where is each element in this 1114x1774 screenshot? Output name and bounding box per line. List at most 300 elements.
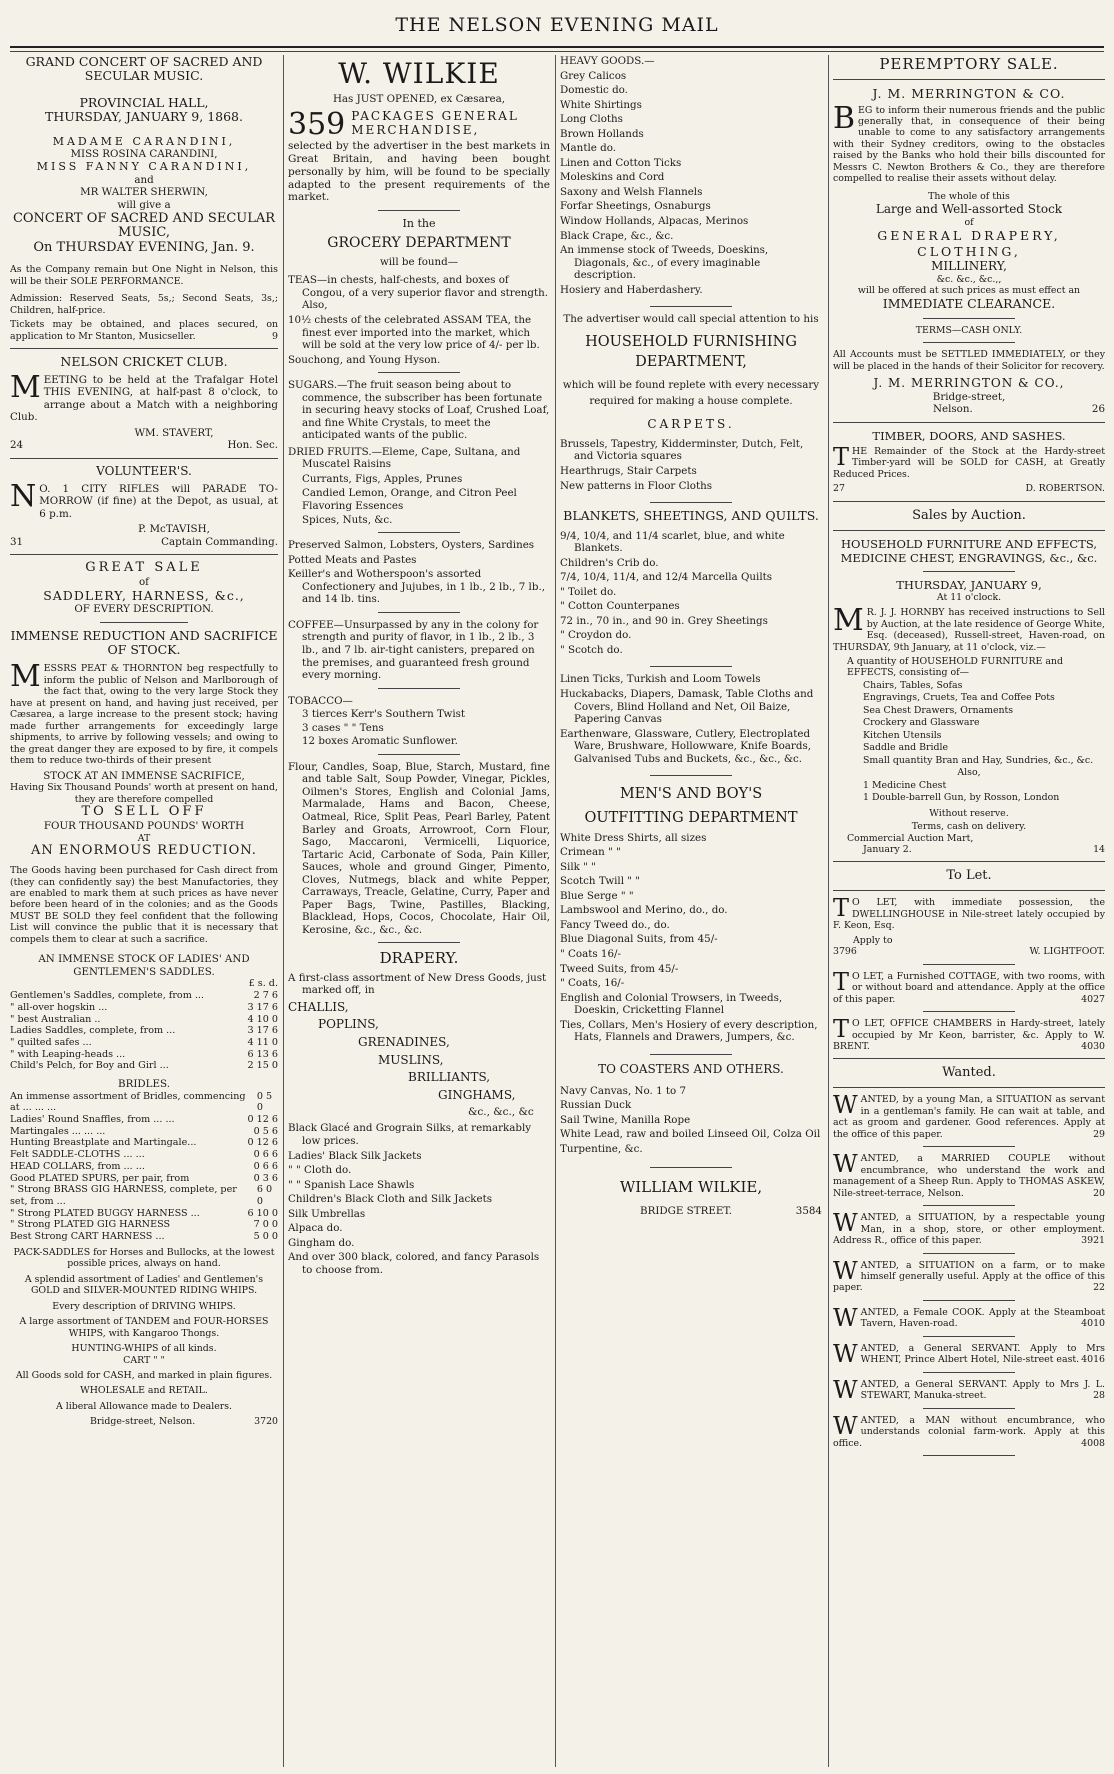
cricket-notice: MEETING to be held at the Trafalgar Hotel THIS EVENING, at half-past 8 o'clock, to arrange about a Match with a neighboring Club. — [10, 369, 278, 424]
sale-tandem: A large assortment of TANDEM and FOUR-HORSES WHIPS, with Kangaroo Thongs. — [19, 1316, 269, 1339]
tobacco-list — [288, 708, 550, 748]
column-divider — [828, 55, 829, 1767]
wilkie-packages: 359 PACKAGES GENERAL MERCHANDISE, — [288, 106, 519, 142]
volunteers-title: VOLUNTEER'S. — [96, 463, 192, 478]
list-item: Russian Duck — [560, 1099, 632, 1112]
list-item: Blue Diagonal Suits, from 45/- — [560, 933, 718, 946]
coasters-heading: TO COASTERS AND OTHERS. — [598, 1061, 784, 1076]
price-item: " all-over hogskin ... — [10, 1001, 108, 1013]
price-item: " Strong PLATED GIG HARNESS — [10, 1219, 171, 1231]
price-value: 4 11 0 — [247, 1036, 278, 1048]
wanted-list — [833, 1091, 1105, 1456]
wilkie-name: W. WILKIE — [338, 57, 500, 90]
peremptory-heading: PEREMPTORY SALE. — [879, 55, 1059, 73]
list-item: " Cotton Counterpanes — [560, 600, 680, 613]
list-item: 3 tierces Kerr's Southern Twist — [302, 708, 466, 721]
price-item: Felt SADDLE-CLOTHS ... ... — [10, 1149, 145, 1161]
list-item: Crimean " " — [560, 846, 621, 859]
performer: MR WALTER SHERWIN, — [80, 186, 208, 199]
sale-allowance: A liberal Allowance made to Dealers. — [55, 1400, 233, 1412]
wilkie-opened: Has JUST OPENED, ex Cæsarea, — [332, 93, 506, 106]
drop-cap: W — [833, 1091, 858, 1120]
list-item: 9/4, 10/4, and 11/4 scarlet, blue, and white Blankets. — [560, 529, 785, 555]
price-value: 0 12 6 — [247, 1114, 278, 1126]
list-item: Keiller's and Wotherspoon's assorted Confectionery and Jujubes, in 1 lb., 2 lb., 7 lb., and 14 lb. tins. — [288, 568, 545, 606]
price-row — [10, 1173, 278, 1185]
drapery-silks: Black Glacé and Grograin Silks, at remarkably low prices. — [288, 1122, 532, 1147]
list-item: Hosiery and Haberdashery. — [560, 283, 703, 296]
price-value: 0 5 6 — [253, 1125, 278, 1137]
wanted-text: ANTED, a SITUATION, by a respectable young Man, in a shop, store, or other employment. Address R., office of this paper. — [833, 1212, 1105, 1247]
price-item: Ladies Saddles, complete, from ... — [10, 1025, 176, 1037]
drop-cap: W — [833, 1150, 858, 1179]
merrington-millinery: MILLINERY, — [931, 258, 1007, 273]
wanted-ad — [833, 1256, 1105, 1294]
grocery-found: will be found— — [379, 255, 459, 268]
merrington-of: of — [964, 216, 974, 228]
price-row — [10, 1037, 278, 1049]
wanted-ad — [833, 1303, 1105, 1332]
price-item: Martingales ... ... ... — [10, 1125, 106, 1137]
list-item: Brown Hollands — [560, 127, 644, 140]
list-item: Lambswool and Merino, do., do. — [560, 904, 728, 917]
sale-hunting: HUNTING-WHIPS of all kinds. — [71, 1343, 217, 1355]
list-item: " Scotch do. — [560, 643, 623, 656]
price-item: Best Strong CART HARNESS ... — [10, 1231, 165, 1243]
household-heading: HOUSEHOLD FURNISHING DEPARTMENT, — [585, 333, 797, 371]
sale-having: Having Six Thousand Pounds' worth at present on hand, they are therefore compelled — [10, 782, 278, 805]
price-value: 3 17 6 — [247, 1001, 278, 1013]
list-item: Navy Canvas, No. 1 to 7 — [560, 1084, 687, 1097]
wanted-ad — [833, 1209, 1105, 1247]
drop-cap: W — [833, 1209, 858, 1238]
household-replete: which will be found replete with every necessary required for making a house complete. — [562, 379, 820, 407]
drop-cap: W — [833, 1411, 858, 1440]
list-item: " " Spanish Lace Shawls — [288, 1178, 415, 1191]
list-item: Sea Chest Drawers, Ornaments — [863, 704, 1014, 716]
fabric-item: MUSLINS, — [378, 1052, 444, 1067]
sale-wholesale: WHOLESALE and RETAIL. — [80, 1385, 208, 1397]
bridle-price-list — [10, 1091, 278, 1243]
tolet-heading: To Let. — [946, 868, 992, 884]
grocery-heading: GROCERY DEPARTMENT — [327, 234, 511, 251]
wanted-num: 29 — [1093, 1128, 1105, 1140]
performer: MISS ROSINA CARANDINI, — [70, 147, 218, 160]
price-row — [10, 1025, 278, 1037]
wanted-ad — [833, 1091, 1105, 1140]
price-item: Gentlemen's Saddles, complete, from ... — [10, 990, 205, 1002]
list-item: Linen Ticks, Turkish and Loom Towels — [560, 673, 761, 686]
auction-quantity: A quantity of HOUSEHOLD FURNITURE and EFFECTS, consisting of— — [847, 655, 1063, 679]
sale-whips: A splendid assortment of Ladies' and Gentlemen's GOLD and SILVER-MOUNTED RIDING WHIPS. — [24, 1273, 264, 1297]
volunteers-footer: 31 Captain Commanding. — [10, 535, 278, 548]
concert-title: GRAND CONCERT OF SACRED AND SECULAR MUSIC. — [25, 55, 263, 84]
sale-at: AT — [137, 832, 151, 844]
auction-footer: January 2. 14 — [863, 844, 1105, 855]
list-item: English and Colonial Trowsers, in Tweeds, Doeskin, Cricketting Flannel — [560, 991, 783, 1017]
price-item: " best Australian .. — [10, 1013, 101, 1025]
grocery-flour: Flour, Candles, Soap, Blue, Starch, Mustard, fine and table Salt, Soup Powder, Vinegar, Pickles, Oilmen's Stores, English and Colonial Jams, Marmalade, Hams and Bacon, Cheese, Oatmeal, Rice, Split Peas, Pearl Barley, Patent Barley and Groats, Arrowroot, Corn Flour, Sago, Maccaroni, Vermicelli, Liquorice, Tartaric Acid, Carbonate of Soda, Pain Killer, Sauces, whole and ground Ginger, Pimento, Cloves, Nutmegs, black and white Pepper, Carraways, Treacle, Gelatine, Curry, Paper and Paper Bags, Twine, Pastilles, Blacking, Blacklead, Hops, Cocos, Chocolate, Hair Oil, Kerosine, &c., &c., &c. — [288, 760, 550, 936]
tolet-1-apply: Apply to — [853, 934, 893, 946]
price-row — [10, 1231, 278, 1243]
sale-desc: OF EVERY DESCRIPTION. — [74, 603, 214, 616]
concert-note: As the Company remain but One Night in Nelson, this will be their SOLE PERFORMANCE. — [10, 264, 278, 287]
price-value: 0 5 0 — [256, 1090, 273, 1114]
wanted-num: 3921 — [1081, 1235, 1105, 1247]
list-item: Currants, Figs, Apples, Prunes — [302, 472, 463, 485]
price-value: 7 0 0 — [253, 1219, 278, 1231]
saddle-price-list: £ s. d. Gentlemen's Saddles, complete, from ... 2 7 6 " all-over hogskin ... 3 17 6 " best Australian .. 4 10 0 Ladies Saddles, complete, from ... 3 17 6 " quilted safes ... 4 11 0 " with Leaping-heads ... 6 13 6 Child's Pelch, for Boy and Girl ... 2 15 0 — [10, 978, 278, 1072]
sale-stock: AN IMMENSE STOCK OF LADIES' AND GENTLEMEN'S SADDLES. — [38, 953, 250, 978]
price-value: 2 7 6 — [253, 990, 278, 1002]
price-value: 4 10 0 — [247, 1013, 278, 1025]
wanted-text: ANTED, a SITUATION on a farm, or to make himself generally useful. Apply at the office of this paper. — [833, 1259, 1105, 1294]
list-item: Saxony and Welsh Flannels — [560, 185, 703, 198]
column-2 — [288, 55, 550, 1770]
list-item: Domestic do. — [560, 84, 628, 97]
list-item: Spices, Nuts, &c. — [302, 513, 393, 526]
merrington-large: Large and Well-assorted Stock — [875, 202, 1063, 217]
carpet-list — [560, 438, 822, 492]
list-item: Flavoring Essences — [302, 500, 404, 513]
outfit-list — [560, 832, 822, 1044]
list-item: Turpentine, &c. — [560, 1142, 643, 1155]
price-row — [10, 1149, 278, 1161]
fabric-item: BRILLIANTS, — [408, 1070, 491, 1085]
price-item: " with Leaping-heads ... — [10, 1048, 126, 1060]
list-item: 72 in., 70 in., and 90 in. Grey Sheetings — [560, 614, 768, 627]
drop-cap: W — [833, 1256, 858, 1285]
wanted-ad — [833, 1150, 1105, 1199]
list-item: Mantle do. — [560, 142, 616, 155]
drop-cap: W — [833, 1375, 858, 1404]
list-item: Sail Twine, Manilla Rope — [560, 1113, 691, 1126]
volunteers-notice: N O. 1 CITY RIFLES will PARADE TO-MORROW (if fine) at the Depot, as usual, at 6 p.m. — [10, 478, 278, 520]
grocery-sugars: SUGARS.—The fruit season being about to commence, the subscriber has been fortunate in securing heavy stocks of Loaf, Crushed Loaf, and fine White Crystals, to meet the anticipated wants of the public. — [288, 379, 550, 442]
list-item: Black Crape, &c., &c. — [560, 229, 674, 242]
wanted-text: ANTED, a MAN without encumbrance, who understands colonial farm-work. Apply at this office. — [833, 1414, 1105, 1449]
price-item: An immense assortment of Bridles, commencing at ... ... ... — [10, 1090, 246, 1114]
wanted-heading: Wanted. — [942, 1065, 996, 1081]
list-item: Ties, Collars, Men's Hosiery of every description, Hats, Flannels and Drawers, Jumpers, &c. — [560, 1018, 818, 1044]
sale-goods: The Goods having been purchased for Cash direct from (they can confidently say) the best Manufactories, they are enabled to mark them at such prices as have never before been heard of in the colonies; and as the Goods MUST BE SOLD they feel confident that the following List will convince the public that it is necessary that compels them to clear at such a sacrifice. — [10, 865, 278, 945]
merrington-body: BEG to inform their numerous friends and the public generally that, in consequence of their being unable to come to any satisfactory arrangements with their Sydney creditors, owing to the obstacles raised by the Banks who hold their bills discounted for Messrs C. Newton Brothers & Co., they are therefore compelled to realise their assets without delay. — [833, 100, 1105, 185]
price-value: 0 6 6 — [253, 1160, 278, 1172]
carpets-heading: CARPETS. — [647, 417, 735, 432]
tolet-2: T O LET, a Furnished COTTAGE, with two rooms, with or without board and attendance. Apply at the office of this paper. 4027 — [833, 967, 1105, 1005]
wanted-text: ANTED, a General SERVANT. Apply to Mrs J. L. STEWART, Manuka-street. — [860, 1378, 1105, 1402]
drapery-firstclass: A first-class assortment of New Dress Goods, just marked off, in — [288, 971, 547, 997]
price-value: 6 13 6 — [247, 1048, 278, 1060]
merrington-terms: TERMS—CASH ONLY. — [915, 324, 1023, 336]
drapery-list — [288, 1150, 550, 1277]
price-item: Child's Pelch, for Boy and Girl ... — [10, 1060, 169, 1072]
wanted-ad — [833, 1375, 1105, 1404]
outfitting-heading: OUTFITTING DEPARTMENT — [584, 809, 798, 826]
concert-give: will give a — [117, 198, 171, 211]
list-item: Huckabacks, Diapers, Damask, Table Cloths and Covers, Blind Holland and Net, Oil Baize, Papering Canvas — [560, 687, 814, 726]
wanted-num: 20 — [1093, 1187, 1105, 1199]
auction-time: At 11 o'clock. — [936, 591, 1002, 603]
list-item: Window Hollands, Alpacas, Merinos — [560, 215, 749, 228]
column-3 — [560, 55, 822, 1770]
preserved-list — [288, 539, 550, 606]
price-item: HEAD COLLARS, from ... ... — [10, 1160, 145, 1172]
list-item: 1 Double-barrell Gun, by Rosson, London — [863, 792, 1060, 804]
list-item: Moleskins and Cord — [560, 171, 665, 184]
sale-pack: PACK-SADDLES for Horses and Bullocks, at the lowest possible prices, always on hand. — [13, 1246, 275, 1270]
wanted-text: ANTED, a General SERVANT. Apply to Mrs WHENT, Prince Albert Hotel, Nile-street east. — [860, 1342, 1105, 1366]
merrington-heading: J. M. MERRINGTON & CO. — [872, 86, 1066, 102]
auction-also-list — [833, 780, 1105, 804]
price-row — [10, 1184, 278, 1207]
merrington-whole: The whole of this — [928, 190, 1010, 202]
concert-venue: PROVINCIAL HALL, — [79, 94, 209, 110]
list-item: Scotch Twill " " — [560, 875, 641, 888]
wilkie-selected: selected by the advertiser in the best markets in Great Britain, and having been bought personally by him, will be found to be specially adapted to the present requirements of the market. — [288, 140, 550, 204]
wanted-tail: Apply to THOMAS ASKEW, Nile-street-terrace, Nelson. — [833, 1176, 1105, 1199]
price-item: Hunting Breastplate and Martingale... — [10, 1137, 197, 1149]
list-item: 1 Medicine Chest — [863, 779, 947, 791]
masthead: THE NELSON EVENING MAIL — [395, 14, 719, 36]
auction-cash: Terms, cash on delivery. — [911, 821, 1027, 833]
auction-also: Also, — [957, 767, 981, 779]
timber-body: THE Remainder of the Stock at the Hardy-street Timber-yard will be SOLD for CASH, at Greatly Reduced Prices. — [833, 442, 1105, 480]
list-item: White Lead, raw and boiled Linseed Oil, Colza Oil — [560, 1128, 821, 1141]
sale-tosell: TO SELL OFF — [81, 804, 207, 820]
auction-heading: Sales by Auction. — [912, 507, 1026, 523]
price-item: Good PLATED SPURS, per pair, from — [10, 1172, 190, 1184]
list-item: Small quantity Bran and Hay, Sundries, &c., &c. — [863, 754, 1094, 766]
wilkie-street: BRIDGE STREET. 3584 — [640, 1204, 822, 1217]
conjunction: and — [134, 173, 154, 186]
grocery-dried: DRIED FRUITS.—Eleme, Cape, Sultana, and Muscatel Raisins — [288, 445, 521, 471]
list-item: Earthenware, Glassware, Cutlery, Electroplated Ware, Brushware, Hollowware, Knife Boards, Galvanised Tubs and Buckets, &c., &c., &c. — [560, 727, 812, 765]
column-divider — [555, 55, 556, 1767]
sale-sacrifice: STOCK AT AN IMMENSE SACRIFICE, — [43, 769, 245, 782]
list-item: New patterns in Floor Cloths — [560, 479, 713, 492]
list-item: Children's Crib do. — [560, 556, 659, 569]
concert-heading: CONCERT OF SACRED AND SECULAR MUSIC, — [12, 210, 276, 241]
price-row — [10, 1208, 278, 1220]
wanted-tail: Apply at the office of this paper. — [833, 1117, 1105, 1140]
auction-mart: Commercial Auction Mart, — [847, 832, 974, 844]
masthead-rule-thin — [10, 51, 1104, 52]
grocery-inthe: In the — [402, 217, 436, 231]
grocery-souchong: Souchong, and Young Hyson. — [288, 353, 441, 366]
list-item: Alpaca do. — [288, 1222, 343, 1235]
merrington-offered: will be offered at such prices as must effect an — [857, 284, 1081, 296]
list-item: Engravings, Cruets, Tea and Coffee Pots — [863, 692, 1055, 704]
tolet-3: T O LET, OFFICE CHAMBERS in Hardy-street, lately occupied by Mr Keon, barrister, &c. Apply to W. BRENT. 4030 — [833, 1015, 1105, 1053]
linen-list — [560, 673, 822, 765]
list-item: Forfar Sheetings, Osnaburgs — [560, 200, 711, 213]
cricket-sign: WM. STAVERT, — [134, 426, 214, 439]
wanted-num: 22 — [1093, 1282, 1105, 1294]
grocery-coffee: COFFEE—Unsurpassed by any in the colony for strength and purity of flavor, in 1 lb., 2 lb., 3 lb., and 7 lb. air-tight canisters, prepared on the premises, and guaranteed fresh ground every morning. — [288, 618, 539, 682]
list-item: " Coats 16/- — [560, 948, 621, 960]
merrington-general: GENERAL DRAPERY, — [877, 228, 1061, 244]
list-item: Ladies' Black Silk Jackets — [288, 1149, 422, 1162]
grocery-teas: TEAS—in chests, half-chests, and boxes of Congou, of a very superior flavor and strength. Also, — [288, 274, 549, 312]
price-item: " Strong BRASS GIG HARNESS, complete, per set, from ... — [10, 1184, 237, 1207]
wanted-num: 4016 — [1081, 1354, 1105, 1366]
column-4 — [833, 55, 1105, 1770]
auction-list — [833, 680, 1105, 766]
price-row — [10, 1137, 278, 1149]
price-row — [10, 1219, 278, 1231]
blankets-heading: BLANKETS, SHEETINGS, AND QUILTS. — [563, 508, 819, 524]
price-item: Ladies' Round Snaffles, from ... ... — [10, 1114, 175, 1126]
list-item: 3 cases " " Tens — [302, 721, 384, 734]
merrington-clearance: IMMEDIATE CLEARANCE. — [882, 296, 1056, 312]
price-row — [10, 1114, 278, 1126]
auction-reserve: Without reserve. — [929, 807, 1009, 819]
auction-body: M R. J. J. HORNBY has received instructions to Sell by Auction, at the late residence of George White, Esq. (deceased), Russell-street, Haven-road, on THURSDAY, 9th January, at 11 o'clock, viz.— — [833, 603, 1105, 653]
sale-driving: Every description of DRIVING WHIPS. — [52, 1300, 236, 1312]
list-item: Silk Umbrellas — [288, 1207, 366, 1220]
merrington-footer: Nelson. 26 — [933, 403, 1105, 416]
list-item: Grey Calicos — [560, 69, 627, 82]
list-item: 7/4, 10/4, 11/4, and 12/4 Marcella Quilts — [560, 571, 773, 584]
merrington-clothing: CLOTHING, — [917, 243, 1021, 259]
merrington-etc: &c. &c., &c.,, — [936, 273, 1002, 285]
price-value: 0 6 6 — [253, 1149, 278, 1161]
concert-date: THURSDAY, JANUARY 9, 1868. — [45, 109, 243, 125]
coaster-list — [560, 1085, 822, 1156]
price-row — [10, 990, 278, 1002]
timber-heading: TIMBER, DOORS, AND SASHES. — [872, 428, 1066, 443]
drop-cap: W — [833, 1303, 858, 1332]
fabric-list — [288, 1000, 550, 1119]
wilkie-sign: WILLIAM WILKIE, — [619, 1178, 763, 1197]
sale-cash: All Goods sold for CASH, and marked in plain figures. — [15, 1369, 273, 1381]
household-attention: The advertiser would call special attention to his — [563, 313, 819, 326]
fabric-item: &c., &c., &c — [468, 1105, 534, 1118]
wanted-num: 4008 — [1081, 1437, 1105, 1449]
list-item: 12 boxes Aromatic Sunflower. — [302, 735, 458, 748]
merrington-bridge: Bridge-street, — [932, 390, 1006, 403]
list-item: Silk " " — [560, 860, 596, 873]
blanket-list — [560, 530, 822, 657]
list-item: Preserved Salmon, Lobsters, Oysters, Sardines — [288, 539, 535, 552]
price-value: 6 0 0 — [256, 1184, 273, 1207]
tolet-1-footer: 3796 W. LIGHTFOOT. — [833, 946, 1105, 958]
fruit-list — [288, 473, 550, 526]
price-item: " quilted safes ... — [10, 1036, 92, 1048]
list-item: Kitchen Utensils — [863, 729, 942, 741]
merrington-accounts: All Accounts must be SETTLED IMMEDIATELY, or they will be placed in the hands of their Solicitor for recovery. — [833, 349, 1105, 372]
column-divider — [283, 55, 284, 1767]
sale-cart: CART " " — [123, 1354, 165, 1366]
price-value: 5 0 0 — [253, 1231, 278, 1243]
wanted-text: ANTED, a MARRIED COUPLE without encumbrance, who understand the work and management of a Sheep Run. — [833, 1153, 1105, 1188]
list-item: " Toilet do. — [560, 585, 617, 598]
performer: MISS FANNY CARANDINI, — [36, 160, 252, 174]
list-item: Saddle and Bridle — [863, 742, 949, 754]
price-value: 0 3 6 — [253, 1172, 278, 1184]
heavy-goods-heading: HEAVY GOODS.— — [560, 55, 655, 67]
sale-enormous: AN ENORMOUS REDUCTION. — [31, 843, 257, 859]
grocery-tobacco: TOBACCO— — [288, 694, 353, 707]
tolet-1: T O LET, with immediate possession, the DWELLINGHOUSE in Nile-street lately occupied by F. Keon, Esq. — [833, 894, 1105, 932]
sale-reduction: IMMENSE REDUCTION AND SACRIFICE OF STOCK. — [10, 627, 278, 658]
list-item: Potted Meats and Pastes — [288, 553, 417, 566]
list-item: White Shirtings — [560, 98, 642, 111]
list-item: Candied Lemon, Orange, and Citron Peel — [302, 486, 517, 499]
grocery-assam: 10½ chests of the celebrated ASSAM TEA, the finest ever imported into the market, which will be sold at the very low price of 4/- per lb. — [288, 313, 540, 352]
fabric-item: CHALLIS, — [288, 999, 349, 1014]
list-item: Children's Black Cloth and Silk Jackets — [288, 1193, 492, 1206]
list-item: White Dress Shirts, all sizes — [560, 831, 707, 844]
price-row — [10, 1161, 278, 1173]
price-row — [10, 1014, 278, 1026]
sale-body: MESSRS PEAT & THORNTON beg respectfully to inform the public of Nelson and Marlborough of the fact that, owing to the very large Stock they have at present on hand, and having just received, per Cæsarea, a large increase to the present stock; having made further arrangements for exceedingly large shipments, to arrive by following vessels; and owing to the great danger they are exposed to by fire, it compels them to reduce two-thirds of their present — [10, 659, 278, 767]
sale-heading: GREAT SALE — [85, 560, 203, 576]
list-item: Long Cloths — [560, 113, 623, 126]
sale-saddlery: SADDLERY, HARNESS, &c., — [43, 587, 245, 603]
list-item: Crockery and Glassware — [863, 717, 980, 729]
drop-cap: W — [833, 1339, 858, 1368]
list-item: " " Cloth do. — [288, 1164, 352, 1177]
list-item: Linen and Cotton Ticks — [560, 156, 682, 169]
timber-footer: 27 D. ROBERTSON. — [833, 483, 1105, 495]
wanted-text: ANTED, a Female COOK. Apply at the Steamboat Tavern, Haven-road. — [860, 1306, 1105, 1330]
auction-furniture: HOUSEHOLD FURNITURE AND EFFECTS, MEDICINE CHEST, ENGRAVINGS, &c., &c. — [840, 536, 1098, 565]
volunteers-sign: P. McTAVISH, — [138, 523, 210, 536]
concert-admission: Admission: Reserved Seats, 5s,; Second Seats, 3s,; Children, half-price. — [10, 293, 278, 316]
auction-thursday: THURSDAY, JANUARY 9, — [896, 577, 1042, 592]
heavy-goods-list — [560, 70, 822, 297]
drapery-heading: DRAPERY. — [379, 949, 459, 968]
wanted-text: ANTED, by a young Man, a SITUATION as servant in a gentleman's family. He can wait at table, and act as groom and gardener. Good references. — [833, 1094, 1105, 1129]
fabric-item: POPLINS, — [318, 1017, 379, 1032]
sale-of: of — [138, 576, 149, 589]
wanted-num: 28 — [1093, 1390, 1105, 1402]
price-value: 6 10 0 — [247, 1207, 278, 1219]
list-item: Fancy Tweed do., do. — [560, 918, 670, 931]
list-item: Blue Serge " " — [560, 889, 634, 902]
price-row — [10, 1091, 278, 1114]
cricket-footer: 24 Hon. Sec. — [10, 439, 278, 452]
list-item: Gingham do. — [288, 1236, 355, 1249]
price-value: 2 15 0 — [247, 1060, 278, 1072]
list-item: Tweed Suits, from 45/- — [560, 962, 679, 975]
wanted-ad — [833, 1411, 1105, 1449]
wanted-ad — [833, 1339, 1105, 1368]
fabric-item: GINGHAMS, — [438, 1087, 516, 1102]
concert-tickets: Tickets may be obtained, and places secured, on application to Mr Stanton, Musicseller. 9 — [10, 319, 278, 342]
price-value: 3 17 6 — [247, 1025, 278, 1037]
price-row — [10, 1002, 278, 1014]
list-item: " Croydon do. — [560, 629, 632, 642]
price-row — [10, 1126, 278, 1138]
concert-when: On THURSDAY EVENING, Jan. 9. — [33, 240, 255, 256]
price-item: " Strong PLATED BUGGY HARNESS ... — [10, 1207, 200, 1219]
column-1 — [10, 55, 278, 1770]
list-item: Chairs, Tables, Sofas — [863, 679, 963, 691]
mens-heading: MEN'S AND BOY'S — [619, 786, 763, 803]
list-item: Hearthrugs, Stair Carpets — [560, 465, 697, 478]
sale-four: FOUR THOUSAND POUNDS' WORTH — [43, 820, 245, 833]
merrington-sign: J. M. MERRINGTON & CO., — [873, 376, 1065, 391]
masthead-rule — [10, 46, 1104, 48]
list-item: An immense stock of Tweeds, Doeskins, Diagonals, &c., of every imaginable description. — [560, 244, 769, 282]
fabric-item: GRENADINES, — [358, 1035, 450, 1050]
price-value: 0 12 6 — [247, 1137, 278, 1149]
price-row — [10, 1060, 278, 1072]
list-item: And over 300 black, colored, and fancy Parasols to choose from. — [288, 1251, 540, 1276]
